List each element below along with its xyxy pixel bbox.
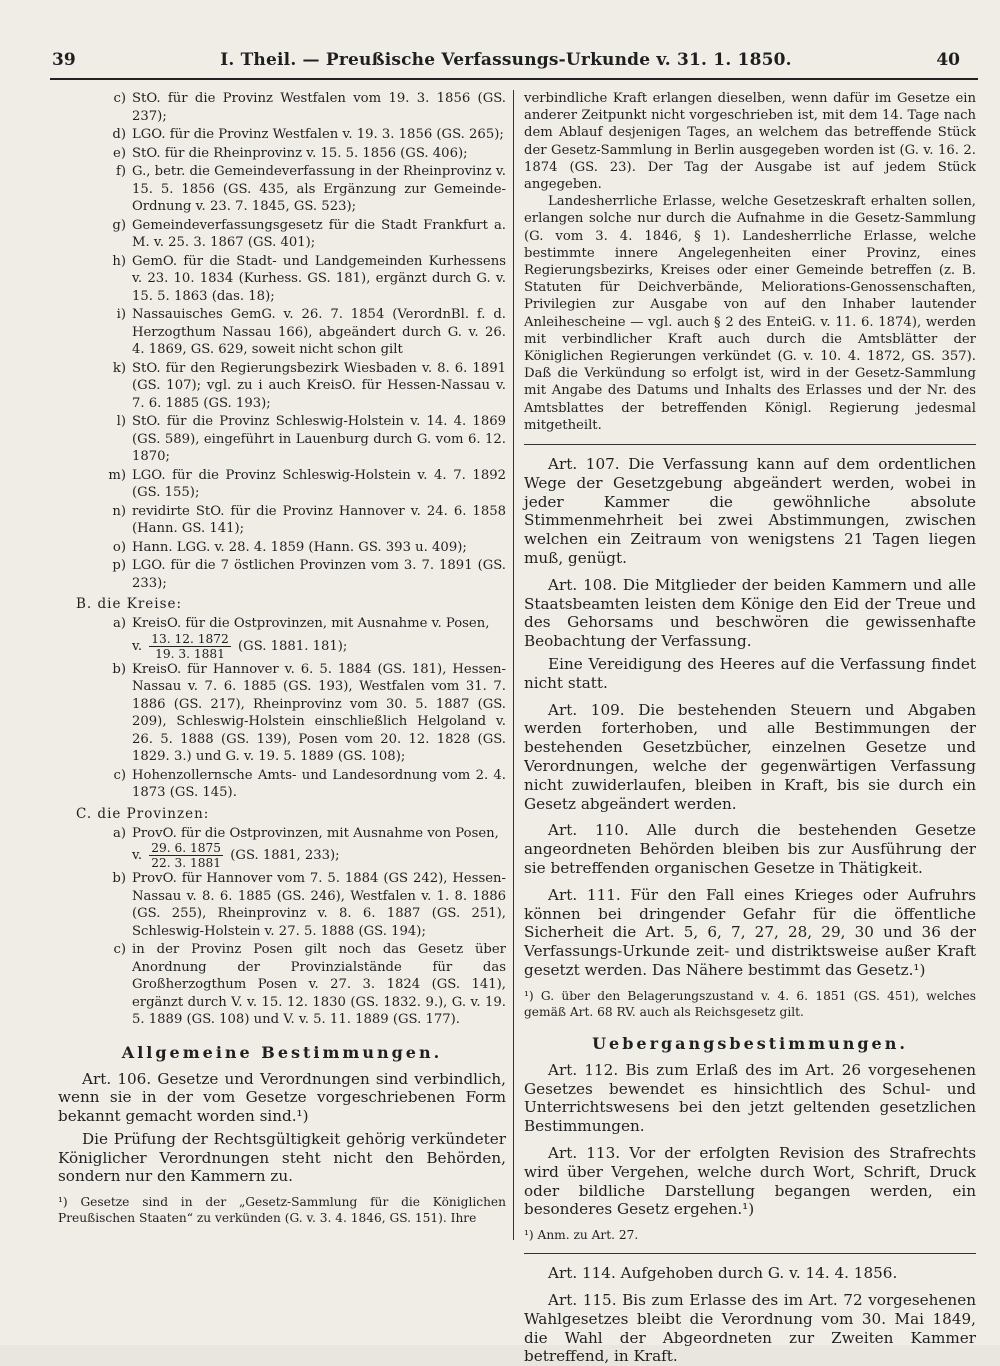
item-marker: m): [108, 467, 126, 483]
page-title: I. Theil. — Preußische Verfassungs-Urkunde v. 31. 1. 1850.: [220, 50, 792, 70]
list-item: [58, 615, 506, 660]
list-item: [58, 503, 506, 538]
article-106: Art. 106. Gesetze und Verordnungen sind verbindlich, wenn sie in der vom Gesetze vorgeschriebenen Form bekannt gemacht worden sind.¹): [58, 1069, 506, 1126]
list-item: [58, 767, 506, 802]
item-marker: i): [116, 307, 126, 322]
footnote-rule-2: [524, 1253, 976, 1254]
item-marker: g): [112, 217, 126, 233]
item-text: StO. für die Provinz Westfalen vom 19. 3. 1856 (GS. 237);: [132, 91, 506, 124]
list-item: [58, 217, 506, 252]
footnote-106: ¹) Gesetze sind in der „Gesetz-Sammlung für die Königlichen Preußischen Staaten“ zu verkünden (G. v. 3. 4. 1846, GS. 151). Ihre: [58, 1195, 506, 1226]
article-112: Art. 112. Bis zum Erlaß des im Art. 26 vorgesehenen Gesetzes bewendet es hinsichtlich des Schul- und Unterrichtswesens bei den jetzt geltenden gesetzlichen Bestimmungen.: [524, 1060, 976, 1136]
date-fraction: $\frac{13. 12. 1872}{19. 3. 1881}$: [151, 631, 229, 661]
article-115: Art. 115. Bis zum Erlasse des im Art. 72 vorgesehenen Wahlgesetzes bleibt die Verordnung vom 30. Mai 1849, die Wahl der Abgeordneten zur Zweiten Kammer betreffend, in Kraft.: [524, 1290, 976, 1366]
item-marker: a): [112, 825, 126, 841]
article-110: Art. 110. Alle durch die bestehenden Gesetze angeordneten Behörden bleiben bis zur Ausführung der sie betreffenden organischen Gesetze in Thätigkeit.: [524, 821, 976, 877]
item-text: StO. für die Provinz Schleswig-Holstein v. 14. 4. 1869 (GS. 589), eingeführt in Lauenburg durch G. vom 6. 12. 1870;: [132, 414, 506, 464]
right-column: [524, 90, 976, 1366]
item-marker: e): [113, 145, 126, 161]
list-provinzen: [58, 870, 506, 1029]
heading-kreise: B. die Kreise:: [76, 596, 183, 612]
header-rule: [50, 78, 978, 80]
item-marker: h): [112, 253, 126, 269]
item-marker: p): [112, 558, 126, 573]
item-marker: c): [113, 767, 126, 783]
article-111: Art. 111. Für den Fall eines Krieges oder Aufruhrs können bei dringender Gefahr für die öffentliche Sicherheit die Art. 5, 6, 7, 27, 28, 29, 30 und 36 der Verfassungs-Urkunde zeit- und distriktsweise außer Kraft gesetzt werden. Das Nähere bestimmt das Gesetz.¹): [524, 885, 976, 979]
item-text: ProvO. für Hannover vom 7. 5. 1884 (GS 242), Hessen-Nassau v. 8. 6. 1885 (GS. 246), Westfalen v. 1. 8. 1886 (GS. 255), Rheinprovinz v. 8. 6. 1887 (GS. 251), Schleswig-Holstein v. 27. 5. 1888 (GS. 194);: [132, 871, 506, 939]
item-text: ProvO. für die Ostprovinzen, mit Ausnahme von Posen, v. $\frac{29. 6. 1875}{22. 3. 1881}$ (GS. 1881, 233);: [132, 825, 499, 870]
list-item: [58, 253, 506, 306]
list-item: [58, 145, 506, 163]
running-header: [52, 50, 960, 74]
footnote-continuation-2: Landesherrliche Erlasse, welche Gesetzeskraft erhalten sollen, erlangen solche nur durch die Aufnahme in die Gesetz-Sammlung (G. vom 3. 4. 1846, § 1). Landesherrliche Erlasse, welche bestimmte innere Angelegenheiten einer Provinz, eines Regierungsbezirks, Kreises oder einer Gemeinde betreffen (z. B. Statuten für Deichverbände, Meliorations-Genossenschaften, Privilegien zur Ausgabe von auf den Inhaber lautender Anleihescheine — vgl. auch § 2 des EnteiG. v. 11. 6. 1874), werden mit verbindlicher Kraft auch durch die Amtsblätter der Königlichen Regierungen verkündet (G. v. 10. 4. 1872, GS. 357). Daß die Verkündung so erfolgt ist, wird in der Gesetz-Sammlung mit Angabe des Datums und Inhalts des Erlasses und der Nr. des Amtsblattes der betreffenden Königl. Regierung jedesmal mitgetheilt.: [524, 194, 976, 433]
list-item: [58, 870, 506, 940]
item-text: LGO. für die Provinz Westfalen v. 19. 3. 1856 (GS. 265);: [132, 127, 504, 142]
list-item: [58, 941, 506, 1029]
list-item: [58, 661, 506, 766]
list-item: [58, 360, 506, 413]
article-114: Art. 114. Aufgehoben durch G. v. 14. 4. 1856.: [548, 1264, 898, 1283]
item-marker: l): [116, 414, 126, 429]
item-text: GemO. für die Stadt- und Landgemeinden Kurhessens v. 23. 10. 1834 (Kurhess. GS. 181), ergänzt durch G. v. 15. 5. 1863 (das. 18);: [132, 253, 506, 304]
footnote-113: ¹) Anm. zu Art. 27.: [524, 1228, 639, 1243]
item-marker: k): [112, 360, 126, 376]
page-number-right: 40: [936, 50, 960, 70]
item-text: LGO. für die 7 östlichen Provinzen vom 3. 7. 1891 (GS. 233);: [132, 558, 506, 591]
item-marker: n): [112, 503, 126, 519]
list-item: [58, 413, 506, 466]
list-item: [58, 467, 506, 502]
item-marker: b): [112, 871, 126, 886]
item-text: StO. für den Regierungsbezirk Wiesbaden v. 8. 6. 1891 (GS. 107); vgl. zu i auch KreisO. für Hessen-Nassau v. 7. 6. 1885 (GS. 193);: [132, 360, 506, 411]
list-kreise: [58, 661, 506, 802]
article-108: Art. 108. Die Mitglieder der beiden Kammern und alle Staatsbeamten leisten dem Könige den Eid der Treue und des Gehorsams und beschwören die gewissenhafte Beobachtung der Verfassung.: [524, 575, 976, 651]
section-heading-uebergang: Uebergangsbestimmungen.: [592, 1033, 908, 1053]
list-item: [58, 126, 506, 144]
item-marker: c): [113, 942, 126, 957]
footnote-rule: [524, 444, 976, 445]
item-text: revidirte StO. für die Provinz Hannover v. 24. 6. 1858 (Hann. GS. 141);: [132, 503, 506, 536]
item-marker: o): [112, 539, 126, 555]
list-item: [58, 306, 506, 359]
date-fraction: $\frac{29. 6. 1875}{22. 3. 1881}$: [151, 841, 222, 870]
list-item: [58, 539, 506, 557]
item-marker: c): [113, 91, 126, 106]
list-item: [58, 90, 506, 125]
item-text: Hann. LGG. v. 28. 4. 1859 (Hann. GS. 393 u. 409);: [132, 539, 467, 555]
article-106-para-2: Die Prüfung der Rechtsgültigkeit gehörig verkündeter Königlicher Verordnungen steht nicht den Behörden, sondern nur den Kammern zu.: [58, 1129, 506, 1186]
item-marker: a): [112, 616, 126, 631]
item-text: in der Provinz Posen gilt noch das Gesetz über Anordnung der Provinzialstände für das Großherzogthum Posen v. 27. 3. 1824 (GS. 141), ergänzt durch V. v. 15. 12. 1830 (GS. 1832. 9.), G. v. 19. 5. 1889 (GS. 108) und V. v. 5. 11. 1889 (GS. 177).: [132, 942, 506, 1027]
item-marker: d): [112, 127, 126, 142]
item-text: LGO. für die Provinz Schleswig-Holstein v. 4. 7. 1892 (GS. 155);: [132, 467, 506, 500]
list-item: [58, 557, 506, 592]
item-text: StO. für die Rheinprovinz v. 15. 5. 1856 (GS. 406);: [132, 145, 468, 161]
item-text: KreisO. für die Ostprovinzen, mit Ausnahme v. Posen, v. $\frac{13. 12. 1872}{19. 3. 1881}$ (GS. 1881. 181);: [132, 616, 490, 661]
item-text: G., betr. die Gemeindeverfassung in der Rheinprovinz v. 15. 5. 1856 (GS. 435, als Ergänzung zur Gemeinde-Ordnung v. 23. 7. 1845, GS. 523);: [132, 164, 506, 214]
list-item: [58, 825, 506, 870]
article-109: Art. 109. Die bestehenden Steuern und Abgaben werden forterhoben, und alle Bestimmungen der bestehenden Gesetzbücher, einzelnen Gesetze und Verordnungen, welche der gegenwärtigen Verfassung nicht zuwiderlaufen, bleiben in Kraft, bis sie durch ein Gesetz abgeändert werden.: [524, 700, 976, 813]
column-divider: [513, 90, 514, 1240]
footnote-111: ¹) G. über den Belagerungszustand v. 4. 6. 1851 (GS. 451), welches gemäß Art. 68 RV. auch als Reichsgesetz gilt.: [524, 988, 976, 1019]
heading-provinzen: C. die Provinzen:: [76, 805, 210, 822]
article-113: Art. 113. Vor der erfolgten Revision des Strafrechts wird über Vergehen, welche durch Wort, Schrift, Druck oder bildliche Darstellung begangen werden, ein besonderes Gesetz ergehen.¹): [524, 1143, 976, 1219]
item-marker: f): [115, 164, 126, 179]
item-text: KreisO. für Hannover v. 6. 5. 1884 (GS. 181), Hessen-Nassau v. 7. 6. 1885 (GS. 193), Westfalen vom 31. 7. 1886 (GS. 217), Rheinprovinz vom 30. 5. 1887 (GS. 209), Schleswig-Holstein einschließlich Helgoland v. 26. 5. 1888 (GS. 139), Posen vom 20. 12. 1828 (GS. 1829. 3.) und G. v. 19. 5. 1889 (GS. 108);: [132, 661, 506, 764]
list-item: [58, 163, 506, 216]
page-number-left: 39: [52, 50, 76, 70]
footnote-continuation: verbindliche Kraft erlangen dieselben, wenn dafür im Gesetze ein anderer Zeitpunkt nicht vorgeschrieben ist, mit dem 14. Tage nach dem Ablauf desjenigen Tages, an welchem das betreffende Stück der Gesetz-Sammlung in Berlin ausgegeben worden ist (G. v. 16. 2. 1874 (GS. 23). Der Tag der Ausgabe ist auf jedem Stück angegeben.: [524, 91, 976, 193]
left-column: [58, 90, 506, 1260]
item-text: Nassauisches GemG. v. 26. 7. 1854 (VerordnBl. f. d. Herzogthum Nassau 166), abgeändert durch G. v. 26. 4. 1869, GS. 629, soweit nicht schon gilt: [132, 307, 506, 357]
section-heading-allgemeine: Allgemeine Bestimmungen.: [121, 1042, 443, 1062]
article-107: Art. 107. Die Verfassung kann auf dem ordentlichen Wege der Gesetzgebung abgeändert werden, wobei in jeder Kammer die gewöhnliche absolute Stimmenmehrheit bei zwei Abstimmungen, zwischen welchen ein Zeitraum von wenigstens 21 Tagen liegen muß, genügt.: [524, 455, 976, 568]
list-gemeinden: [58, 90, 506, 592]
article-108-para-2: Eine Vereidigung des Heeres auf die Verfassung findet nicht statt.: [524, 655, 976, 692]
item-text: Gemeindeverfassungsgesetz für die Stadt Frankfurt a. M. v. 25. 3. 1867 (GS. 401);: [132, 217, 506, 250]
item-text: Hohenzollernsche Amts- und Landesordnung vom 2. 4. 1873 (GS. 145).: [132, 767, 506, 800]
item-marker: b): [112, 661, 126, 677]
